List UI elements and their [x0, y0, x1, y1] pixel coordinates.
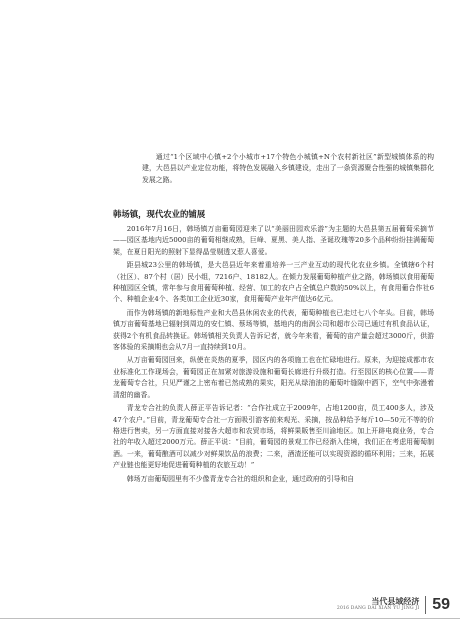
body-paragraph-4: 从万亩葡萄园回来，纵使在炎热的夏季，园区内的各项施工也在忙碌地进行。原来，为迎接成都市农业标准化工作现场会，葡萄园正在加紧对旅游设施和葡萄长廊进行升级打造。行至园区的核心位置——青龙葡萄专合社，只见严谨之上密布着已然成熟的果实，阳光从绿油油的葡萄叶缝隙中洒下，空气中弥漫着清甜的幽香。 [113, 356, 434, 399]
intro-paragraph: 通过“1个区域中心镇+2个小城市+17个特色小城镇+N个农村新社区”新型城镇体系的构建，大邑县以产业定位功能，将特色发展融入乡镇建设，走出了一条资源聚合性强的城镇集群化发展之路。 [142, 153, 434, 184]
section-heading: 韩场镇，现代农业的铺展 [113, 209, 206, 219]
body-paragraph-3: 而作为韩场镇的新地标性产业和大邑县休闲农业的代表，葡萄种植也已走过七八个年头。目前，韩场镇万亩葡萄基地已辐射到周边的安仁镇、蔡场等镇，基地内的南润公司和超市公司已通过有机食品认证，获得2个有机食品转换证。韩场镇相关负责人告诉记者，就今年来看，葡萄的亩产量会超过3000斤，供游客体验的采摘期也会从7月一直持续到10月。 [113, 308, 434, 352]
body-paragraph-1: 2016年7月16日，韩场镇万亩葡萄园迎来了以“美丽田园欢乐游”为主题的大邑县第五届葡萄采摘节——园区基地内近5000亩的葡萄相继成熟，巨峰、夏黑、美人指、圣诞玫瑰等20多个品种纷纷挂满葡萄架，在夏日阳光的照射下显得晶莹剔透又惹人喜爱。 [113, 225, 434, 256]
article-section [113, 208, 434, 487]
body-paragraph-6: 韩场万亩葡萄园里有不少像青龙专合社的组织和企业，通过政府的引导和自 [126, 474, 355, 483]
intro-block [142, 152, 434, 188]
footer-divider [425, 596, 426, 614]
magazine-title: 当代县域经济 [371, 596, 420, 606]
page-footer [337, 596, 450, 614]
body-paragraph-5: 青龙专合社的负责人薛正平告诉记者：“合作社成立于2009年，占地1200亩，员工400多人，涉及47个农户。”目前，青龙葡萄专合社一方面吸引游客前来观光、采摘，按品种给予每斤10—50元不等的价格进行售卖，另一方面直接对接各大超市和农贸市场，将鲜果販售至川渝地区。加上开辟电商业务，专合社的年收入超过2000万元。薛正平说：“目前，葡萄园的景观工作已经渐入佳境，我们正在考虑用葡萄制酒。一来，葡萄酿酒可以减少对鲜果饮品的浪费；二来，酒渣还能可以实现资源的循环利用；三来，拓展产业链也能更好地促进葡萄种植的农旅互动！” [113, 404, 434, 470]
footer-rule [0, 618, 460, 619]
body-paragraph-2: 距县城23公里的韩场镇，是大邑县近年来着重培养一三产业互动的现代化农业乡镇。全镇辖6个村（社区）、87个村（居）民小组，7216户、18182人。在倾力发展葡萄种植产业之路，韩场镇以食用葡萄种植园区全镇，常年参与食用葡萄种植、经营、加工的农户占全镇总户数的50%以上，有食用葡合作社6个、种植企业4个、各类加工企业近30家，食用葡萄产业年产值达6亿元。 [113, 261, 434, 304]
magazine-subtitle: 2016 DANG DAI XIAN YU JING JI [336, 606, 420, 611]
page-number: 59 [432, 596, 450, 613]
magazine-masthead [337, 597, 420, 613]
